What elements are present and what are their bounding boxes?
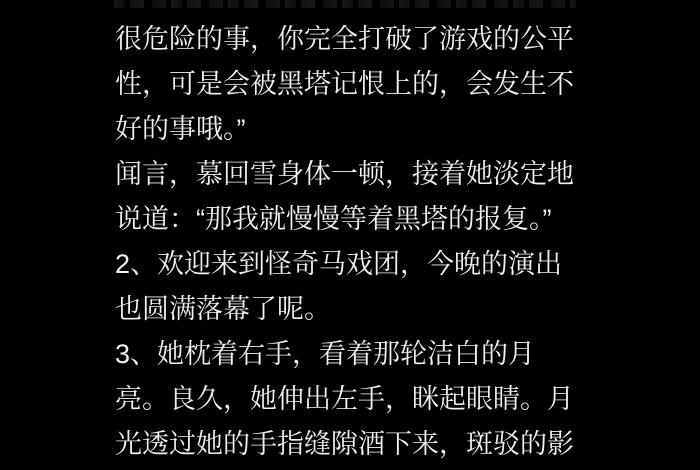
clipped-text-line-top (114, 0, 576, 8)
text-line: 好的事哦。” (115, 114, 246, 144)
text-line: 2、欢迎来到怪奇马戏团，今晚的演出 (115, 249, 563, 279)
text-line: 亮。良久，她伸出左手，眯起眼睛。月 (115, 384, 574, 414)
text-line: 闻言，慕回雪身体一顿，接着她淡定地 (115, 159, 574, 189)
text-block (115, 17, 680, 467)
text-line: 性，可是会被黑塔记恨上的，会发生不 (115, 69, 574, 99)
text-line: 说道：“那我就慢慢等着黑塔的报复。” (115, 204, 552, 234)
text-line: 也圆满落幕了呢。 (115, 294, 331, 324)
text-line: 3、她枕着右手，看着那轮洁白的月 (115, 339, 536, 369)
text-line: 光透过她的手指缝隙酒下来，斑驳的影 (115, 429, 574, 459)
text-line: 很危险的事，你完全打破了游戏的公平 (115, 24, 574, 54)
